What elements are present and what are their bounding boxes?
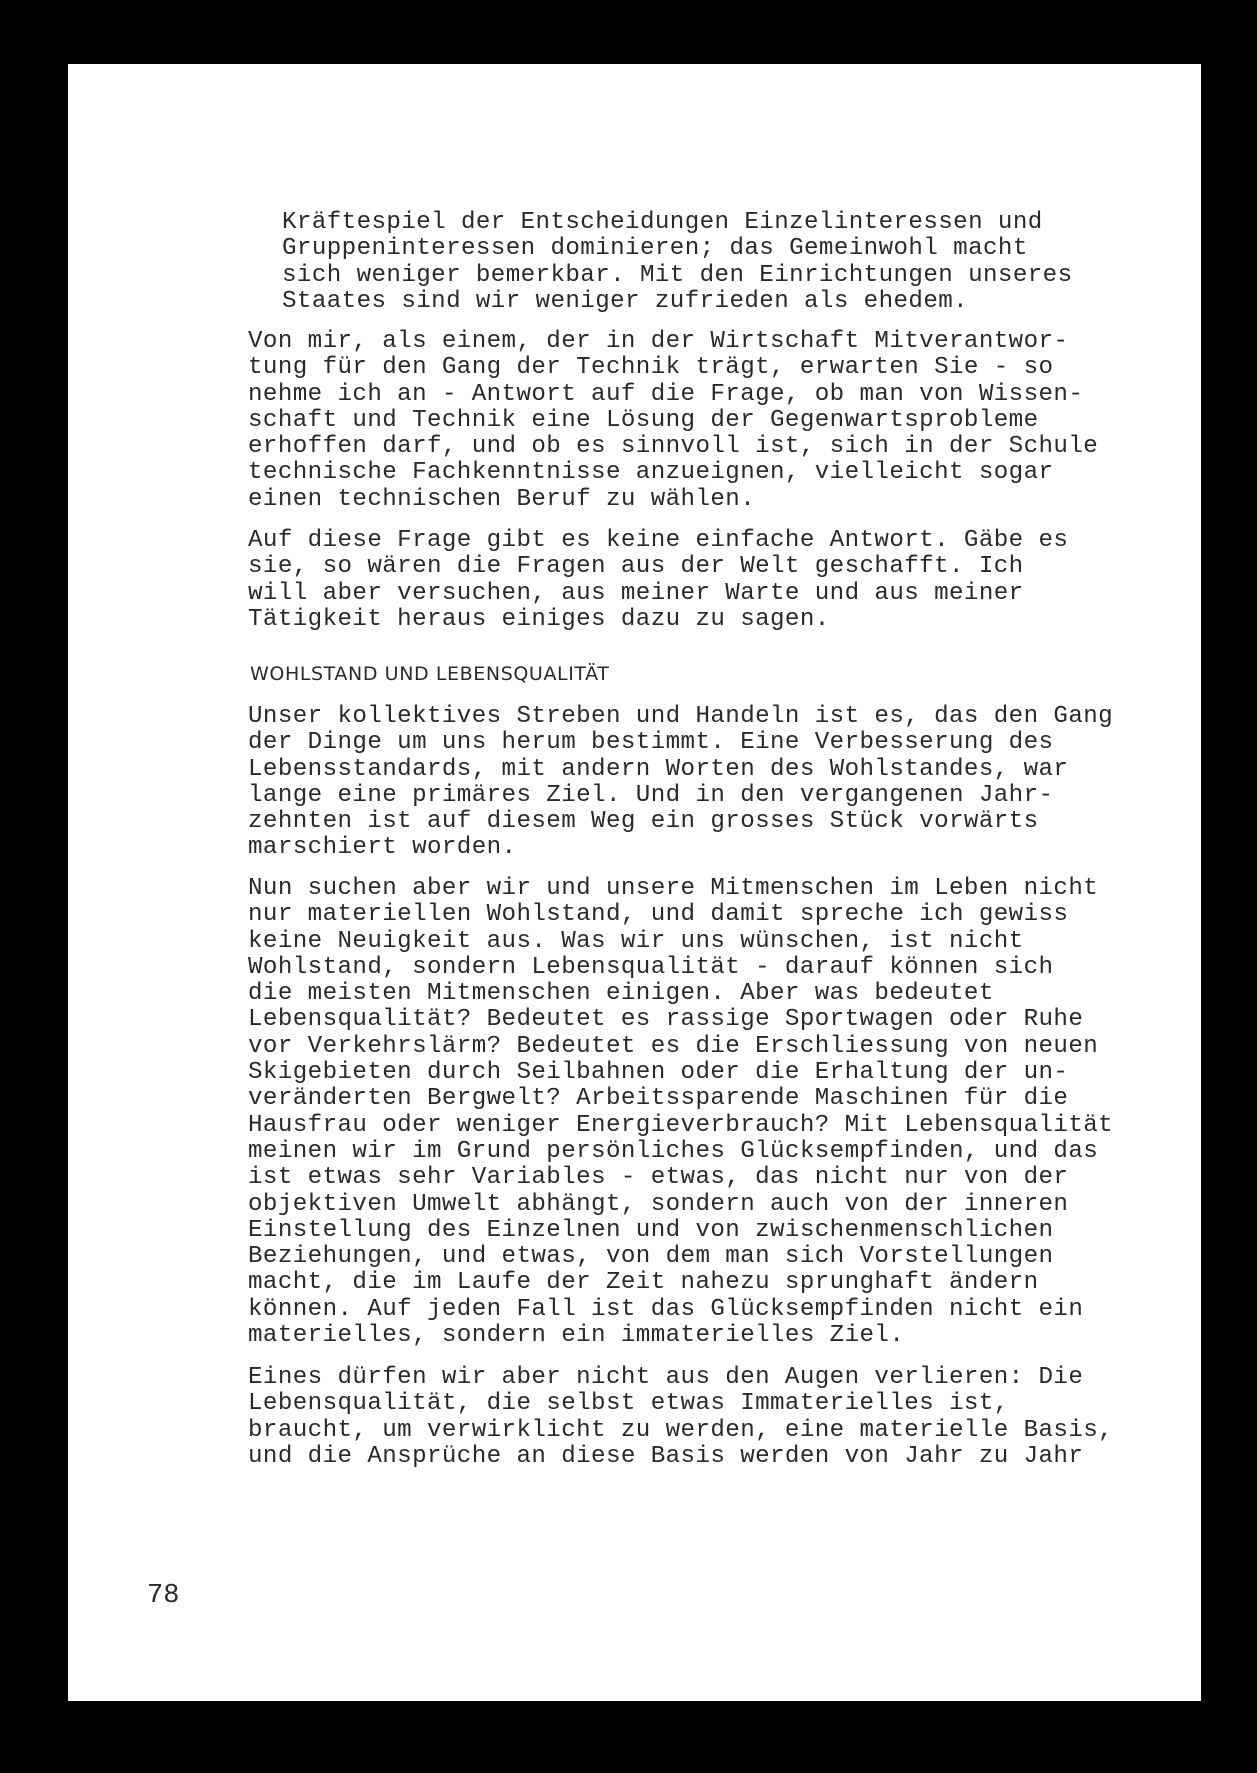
- paragraph-collective-striving: Unser kollektives Streben und Handeln ist es, das den Gang der Dinge um uns herum bestimmt. Eine Verbesserung des Lebensstandards, mit andern Worten des Wohlstandes, war lange eine primäres Ziel. Und in den vergangenen Jahr- zehnten ist auf diesem Weg ein grosses Stück vorwärts marschiert worden.: [248, 703, 1114, 862]
- page-number: 78: [147, 1581, 180, 1611]
- paragraph-intro-continued: Kräftespiel der Entscheidungen Einzelinteressen und Gruppeninteressen dominieren; das Gemeinwohl macht sich weniger bemerkbar. Mit den Einrichtungen unseres Staates sind wir weniger zufrieden als ehedem.: [282, 209, 1073, 315]
- paragraph-material-basis: Eines dürfen wir aber nicht aus den Augen verlieren: Die Lebensqualität, die selbst etwas Immaterielles ist, braucht, um verwirklicht zu werden, eine materielle Basis, und die Ansprüche an diese Basis werden von Jahr zu Jahr: [248, 1364, 1114, 1470]
- section-heading: WOHLSTAND UND LEBENSQUALITÄT: [250, 663, 610, 685]
- paragraph-no-simple-answer: Auf diese Frage gibt es keine einfache Antwort. Gäbe es sie, so wären die Fragen aus der Welt geschafft. Ich will aber versuchen, aus meiner Warte und aus meiner Tätigkeit heraus einiges dazu zu sagen.: [248, 527, 1069, 633]
- document-page: [68, 64, 1201, 1701]
- paragraph-expectation: Von mir, als einem, der in der Wirtschaft Mitverantwor- tung für den Gang der Technik trägt, erwarten Sie - so nehme ich an - Antwort auf die Frage, ob man von Wissen- schaft und Technik eine Lösung der Gegenwartsprobleme erhoffen darf, und ob es sinnvoll ist, sich in der Schule technische Fachkenntnisse anzueignen, vielleicht sogar einen technischen Beruf zu wählen.: [248, 328, 1099, 513]
- paragraph-quality-of-life: Nun suchen aber wir und unsere Mitmenschen im Leben nicht nur materiellen Wohlstand, und damit spreche ich gewiss keine Neuigkeit aus. Was wir uns wünschen, ist nicht Wohlstand, sondern Lebensqualität - darauf können sich die meisten Mitmenschen einigen. Aber was bedeutet Lebensqualität? Bedeutet es rassige Sportwagen oder Ruhe vor Verkehrslärm? Bedeutet es die Erschliessung von neuen Skigebieten durch Seilbahnen oder die Erhaltung der un- veränderten Bergwelt? Arbeitssparende Maschinen für die Hausfrau oder weniger Energieverbrauch? Mit Lebensqualität meinen wir im Grund persönliches Glücksempfinden, und das ist etwas sehr Variables - etwas, das nicht nur von der objektiven Umwelt abhängt, sondern auch von der inneren Einstellung des Einzelnen und von zwischenmenschlichen Beziehungen, und etwas, von dem man sich Vorstellungen macht, die im Laufe der Zeit nahezu sprunghaft ändern können. Auf jeden Fall ist das Glücksempfinden nicht ein materielles, sondern ein immaterielles Ziel.: [248, 875, 1114, 1350]
